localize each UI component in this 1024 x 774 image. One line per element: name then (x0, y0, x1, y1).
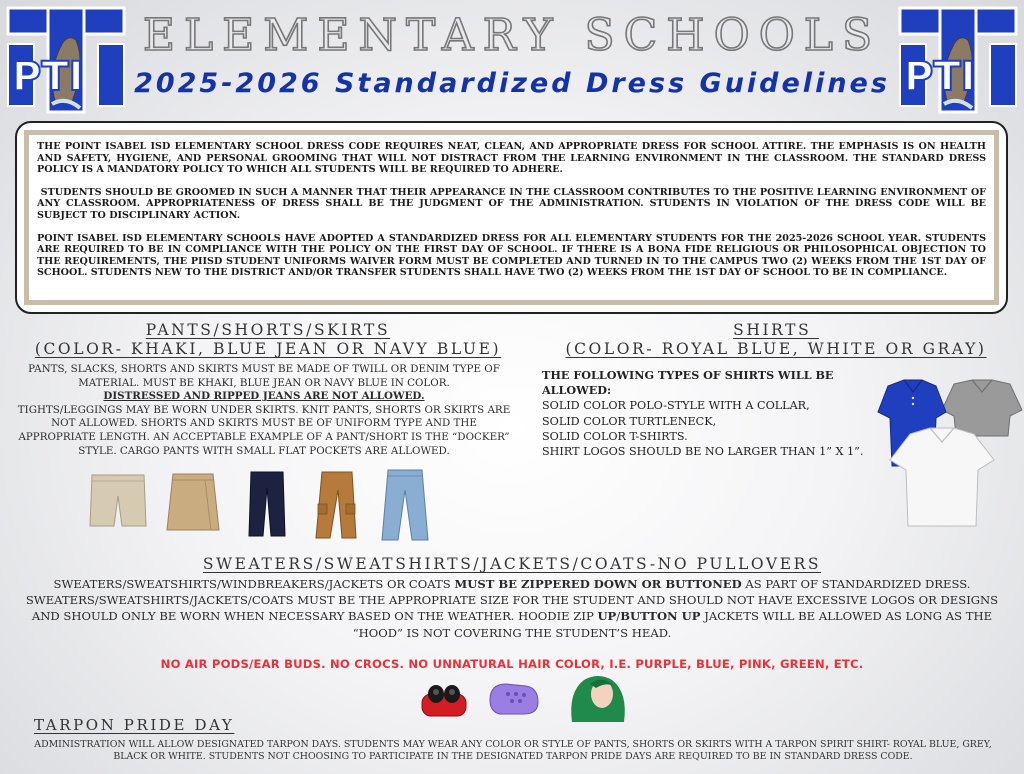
earbuds-icon (420, 680, 468, 720)
shirts-rule-item: SOLID COLOR POLO-STYLE WITH A COLLAR, (542, 399, 810, 413)
shirts-rule-item: SHIRT LOGOS SHOULD BE NO LARGER THAN 1” X 1”. (542, 445, 864, 459)
intro-paragraph-3: POINT ISABEL ISD ELEMENTARY SCHOOLS HAVE ADOPTED A STANDARDIZED DRESS FOR ALL ELEMENTARY STUDENTS FOR THE 2025-2026 SCHOOL YEAR. STUDENTS ARE REQUIRED TO BE IN COMPLIANCE WITH THE POLICY ON THE FIRST DAY OF SCHOOL. IF THERE IS A BONA FIDE RELIGIOUS OR PHILOSOPHICAL OBJECTION TO THE REQUIREMENTS, THE PIISD STUDENT UNIFORMS WAIVER FORM MUST BE COMPLETED AND TURNED IN TO THE CAMPUS TWO (2) WEEKS FROM THE 1ST DAY OF SCHOOL. STUDENTS NEW TO THE DISTRICT AND/OR TRANSFER STUDENTS SHALL HAVE TWO (2) WEEKS FROM THE 1ST DAY OF SCHOOL TO BE IN COMPLIANCE. (37, 232, 986, 279)
outerwear-heading-title: SWEATERS/SWEATSHIRTS/JACKETS/COATS-NO PULLOVERS (202, 555, 822, 573)
outerwear-text: SWEATERS/SWEATSHIRTS/WINDBREAKERS/JACKETS OR COATS (53, 577, 455, 591)
shirts-rule-item: SOLID COLOR T-SHIRTS. (542, 429, 688, 443)
pants-heading-colors: (COLOR- KHAKI, BLUE JEAN OR NAVY BLUE) (34, 340, 502, 358)
shirts-rules (542, 368, 872, 459)
outerwear-text: JACKETS WILL BE ALLOWED AS LONG AS THE “HOOD” IS NOT COVERING THE STUDENT’S HEAD. (352, 609, 996, 640)
shirts-rules-lead: THE FOLLOWING TYPES OF SHIRTS WILL BE ALLOWED: (542, 368, 834, 398)
outerwear-heading (20, 555, 1004, 574)
page-subtitle: 2025-2026 Standardized Dress Guidelines (134, 68, 890, 99)
intro-panel (15, 121, 1008, 314)
crocs-icon (486, 676, 542, 720)
prohibited-items-warning: NO AIR PODS/EAR BUDS. NO CROCS. NO UNNATURAL HAIR COLOR, I.E. PURPLE, BLUE, PINK, GREEN, ETC. (160, 657, 864, 671)
pants-heading-title: PANTS/SHORTS/SKIRTS (145, 321, 391, 339)
blue-jeans-image (380, 468, 430, 542)
outerwear-emphasis: UP (597, 609, 617, 624)
logo-letters: PTI (904, 54, 976, 100)
intro-panel-inner (24, 130, 999, 305)
shirts-heading-colors: (COLOR- ROYAL BLUE, WHITE OR GRAY) (565, 340, 987, 358)
outerwear-rules (20, 576, 1004, 641)
pti-logo-right (898, 4, 1018, 116)
tarpon-pride-heading: TARPON PRIDE DAY (34, 716, 235, 734)
shirts-heading (560, 321, 992, 359)
pants-heading (14, 321, 522, 359)
intro-paragraph-2: STUDENTS SHOULD BE GROOMED IN SUCH A MANNER THAT THEIR APPEARANCE IN THE CLASSROOM CONTRIBUTES TO THE POSITIVE LEARNING ENVIRONMENT OF ANY CLASSROOM. APPROPRIATENESS OF DRESS SHALL BE THE JUDGMENT OF THE ADMINISTRATION. STUDENTS IN VIOLATION OF THE DRESS CODE WILL BE SUBJECT TO DISCIPLINARY ACTION. (37, 186, 990, 221)
pants-rules-text-1: PANTS, SLACKS, SHORTS AND SKIRTS MUST BE MADE OF TWILL OR DENIM TYPE OF MATERIAL. MUST BE KHAKI, BLUE JEAN OR NAVY BLUE IN COLOR. (28, 363, 500, 389)
pti-logo-left (6, 4, 126, 116)
page-title: ELEMENTARY SCHOOLS (142, 10, 882, 61)
intro-paragraph-1: THE POINT ISABEL ISD ELEMENTARY SCHOOL DRESS CODE REQUIRES NEAT, CLEAN, AND APPROPRIATE DRESS FOR SCHOOL ATTIRE. THE EMPHASIS IS ON HEALTH AND SAFETY, HYGIENE, AND PERSONAL GROOMING THAT WILL NOT DISTRACT FROM THE LEARNING ENVIRONMENT IN THE CLASSROOM. THE STANDARD DRESS POLICY IS A MANDATORY POLICY TO WHICH ALL STUDENTS WILL BE REQUIRED TO ADHERE. (37, 141, 986, 176)
khaki-shorts-image (88, 472, 148, 530)
shirts-heading-title: SHIRTS (733, 321, 819, 339)
tan-cargo-pants-image (312, 470, 360, 540)
shirts-rule-item: SOLID COLOR TURTLENECK, (542, 414, 717, 428)
pants-rules-emphasis: DISTRESSED AND RIPPED JEANS ARE NOT ALLOWED. (103, 390, 425, 403)
green-hair-icon (566, 672, 630, 722)
khaki-skirt-image (165, 472, 221, 534)
outerwear-emphasis: MUST BE ZIPPERED DOWN OR BUTTONED (454, 577, 742, 591)
tarpon-pride-text: ADMINISTRATION WILL ALLOW DESIGNATED TARPON DAYS. STUDENTS MAY WEAR ANY COLOR OR STYLE OF PANTS, SHORTS OR SKIRTS WITH A TARPON SPIRIT SHIRT- ROYAL BLUE, GREY, BLACK OR WHITE. STUDENTS NOT CHOOSING TO PARTICIPATE IN THE DESIGNATED TARPON PRIDE DAYS ARE REQUIRED TO BE IN STANDARD DRESS CODE. (34, 739, 992, 763)
logo-letters: PTI (12, 54, 84, 100)
pants-rules-text-2: TIGHTS/LEGGINGS MAY BE WORN UNDER SKIRTS. KNIT PANTS, SHORTS OR SKIRTS ARE NOT ALLOWED. SHORTS AND SKIRTS MUST BE OF UNIFORM TYPE AND THE APPROPRIATE LENGTH. AN ACCEPTABLE EXAMPLE OF A PANT/SHORT IS THE “DOCKER” STYLE. CARGO PANTS WITH SMALL FLAT POCKETS ARE ALLOWED. (17, 403, 511, 457)
outerwear-text: AS PART OF STANDARDIZED DRESS. SWEATERS/SWEATSHIRTS/JACKETS/COATS MUST BE THE APPROPRIATE SIZE FOR THE STUDENT AND SHOULD NOT HAVE EXCESSIVE LOGOS OR DESIGNS AND SHOULD ONLY BE WORN WHEN NECESSARY BASED ON THE WEATHER. HOODIE ZIP (25, 577, 1002, 624)
navy-pants-image (247, 470, 287, 538)
polo-shirts-image (874, 378, 1024, 528)
outerwear-emphasis: BUTTON UP (620, 609, 701, 624)
pants-rules (14, 363, 514, 458)
white-polo-shirt (890, 428, 994, 526)
outerwear-text: / (616, 609, 621, 624)
